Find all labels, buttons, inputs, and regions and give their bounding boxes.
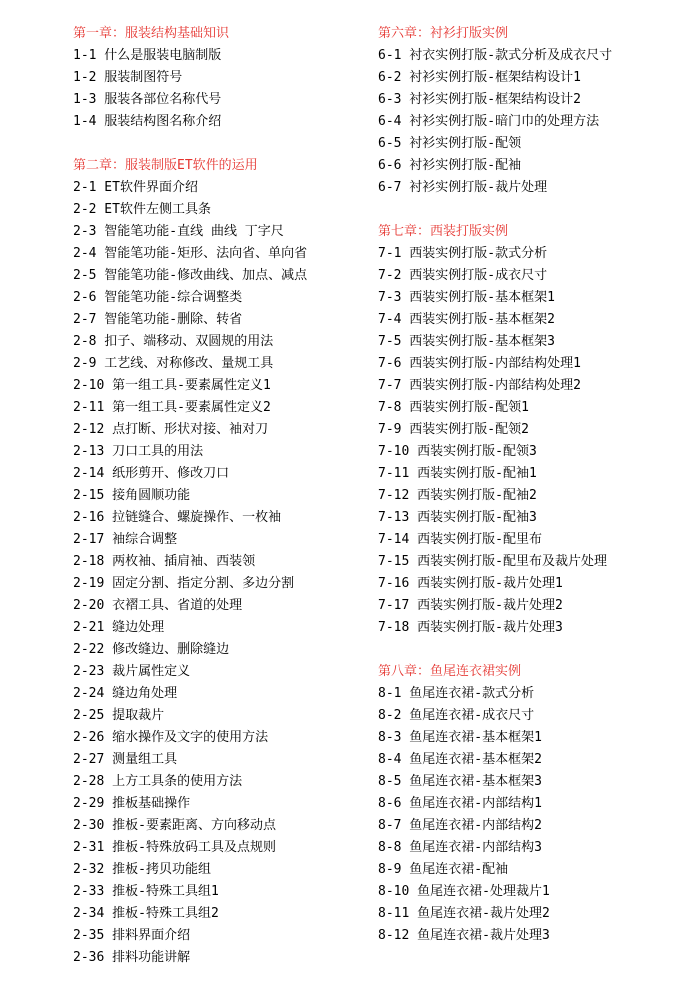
toc-entry: 2-18 两枚袖、插肩袖、西装领: [73, 554, 256, 569]
toc-entry: 2-31 推板-特殊放码工具及点规则: [73, 840, 276, 855]
toc-entry: 8-5 鱼尾连衣裙-基本框架3: [378, 774, 542, 789]
toc-entry: 1-2 服装制图符号: [73, 70, 183, 85]
toc-entry: 8-6 鱼尾连衣裙-内部结构1: [378, 796, 542, 811]
toc-entry: 7-15 西装实例打版-配里布及裁片处理: [378, 554, 607, 569]
toc-entry: 2-33 推板-特殊工具组1: [73, 884, 219, 899]
toc-entry: 2-12 点打断、形状对接、袖对刀: [73, 422, 269, 437]
toc-entry: 2-22 修改缝边、删除缝边: [73, 642, 230, 657]
chapter-title: 第一章：服装结构基础知识: [73, 26, 230, 41]
toc-entry: 7-4 西装实例打版-基本框架2: [378, 312, 555, 327]
right-column: [378, 23, 678, 969]
toc-entry: 8-10 鱼尾连衣裙-处理裁片1: [378, 884, 550, 899]
toc-entry: 8-1 鱼尾连衣裙-款式分析: [378, 686, 535, 701]
toc-entry: 2-8 扣子、端移动、双圆规的用法: [73, 334, 274, 349]
toc-entry: 7-13 西装实例打版-配袖3: [378, 510, 537, 525]
toc-entry: 7-18 西装实例打版-裁片处理3: [378, 620, 563, 635]
chapter-section: [378, 661, 678, 947]
chapter-title: 第七章：西装打版实例: [378, 224, 509, 239]
toc-entry: 6-4 衬衫实例打版-暗门巾的处理方法: [378, 114, 600, 129]
toc-entry: 2-30 推板-要素距离、方向移动点: [73, 818, 276, 833]
toc-entry: 7-7 西装实例打版-内部结构处理2: [378, 378, 581, 393]
chapter-section: [73, 23, 373, 133]
toc-entry: 2-19 固定分割、指定分割、多边分割: [73, 576, 295, 591]
toc-entry: 1-3 服装各部位名称代号: [73, 92, 222, 107]
toc-entry: 6-1 衬衣实例打版-款式分析及成衣尺寸: [378, 48, 613, 63]
toc-entry: 1-4 服装结构图名称介绍: [73, 114, 222, 129]
chapter-section: [378, 23, 678, 199]
toc-entry: 2-13 刀口工具的用法: [73, 444, 204, 459]
toc-entry: 8-11 鱼尾连衣裙-裁片处理2: [378, 906, 550, 921]
toc-entry: 2-2 ET软件左侧工具条: [73, 202, 211, 217]
toc-entry: 2-16 拉链缝合、螺旋操作、一枚袖: [73, 510, 282, 525]
chapter-title: 第六章：衬衫打版实例: [378, 26, 509, 41]
toc-entry: 2-7 智能笔功能-删除、转省: [73, 312, 243, 327]
toc-entry: 8-4 鱼尾连衣裙-基本框架2: [378, 752, 542, 767]
chapter-title: 第八章：鱼尾连衣裙实例: [378, 664, 522, 679]
toc-entry: 6-6 衬衫实例打版-配袖: [378, 158, 522, 173]
toc-entry: 6-3 衬衫实例打版-框架结构设计2: [378, 92, 581, 107]
toc-entry: 2-6 智能笔功能-综合调整类: [73, 290, 243, 305]
toc-entry: 2-4 智能笔功能-矩形、法向省、单向省: [73, 246, 308, 261]
toc-entry: 2-17 袖综合调整: [73, 532, 178, 547]
toc-entry: 2-34 推板-特殊工具组2: [73, 906, 219, 921]
toc-entry: 2-23 裁片属性定义: [73, 664, 191, 679]
toc-entry: 7-8 西装实例打版-配领1: [378, 400, 529, 415]
chapter-section: [378, 221, 678, 639]
toc-entry: 6-5 衬衫实例打版-配领: [378, 136, 522, 151]
toc-entry: 8-3 鱼尾连衣裙-基本框架1: [378, 730, 542, 745]
chapter-title: 第二章：服装制版ET软件的运用: [73, 158, 258, 173]
toc-entry: 7-11 西装实例打版-配袖1: [378, 466, 537, 481]
toc-entry: 2-10 第一组工具-要素属性定义1: [73, 378, 271, 393]
toc-entry: 8-12 鱼尾连衣裙-裁片处理3: [378, 928, 550, 943]
toc-entry: 6-2 衬衫实例打版-框架结构设计1: [378, 70, 581, 85]
toc-entry: 7-14 西装实例打版-配里布: [378, 532, 542, 547]
toc-entry: 7-17 西装实例打版-裁片处理2: [378, 598, 563, 613]
toc-entry: 6-7 衬衫实例打版-裁片处理: [378, 180, 548, 195]
toc-entry: 2-1 ET软件界面介绍: [73, 180, 198, 195]
toc-entry: 7-2 西装实例打版-成衣尺寸: [378, 268, 548, 283]
toc-entry: 7-5 西装实例打版-基本框架3: [378, 334, 555, 349]
toc-entry: 7-12 西装实例打版-配袖2: [378, 488, 537, 503]
toc-entry: 8-8 鱼尾连衣裙-内部结构3: [378, 840, 542, 855]
toc-entry: 8-2 鱼尾连衣裙-成衣尺寸: [378, 708, 535, 723]
toc-entry: 2-29 推板基础操作: [73, 796, 191, 811]
toc-entry: 2-24 缝边角处理: [73, 686, 178, 701]
toc-entry: 2-21 缝边处理: [73, 620, 165, 635]
toc-entry: 7-16 西装实例打版-裁片处理1: [378, 576, 563, 591]
toc-entry: 7-9 西装实例打版-配领2: [378, 422, 529, 437]
toc-entry: 2-32 推板-拷贝功能组: [73, 862, 211, 877]
toc-entry: 2-26 缩水操作及文字的使用方法: [73, 730, 269, 745]
toc-entry: 7-3 西装实例打版-基本框架1: [378, 290, 555, 305]
toc-entry: 2-20 衣褶工具、省道的处理: [73, 598, 243, 613]
toc-entry: 7-10 西装实例打版-配领3: [378, 444, 537, 459]
toc-entry: 2-35 排料界面介绍: [73, 928, 191, 943]
toc-entry: 2-25 提取裁片: [73, 708, 165, 723]
toc-entry: 2-14 纸形剪开、修改刀口: [73, 466, 230, 481]
toc-entry: 2-36 排料功能讲解: [73, 950, 191, 965]
left-column: [73, 23, 373, 991]
toc-entry: 2-3 智能笔功能-直线 曲线 丁字尺: [73, 224, 284, 239]
toc-entry: 2-5 智能笔功能-修改曲线、加点、减点: [73, 268, 308, 283]
chapter-section: [73, 155, 373, 969]
toc-entry: 7-1 西装实例打版-款式分析: [378, 246, 548, 261]
toc-entry: 2-28 上方工具条的使用方法: [73, 774, 243, 789]
toc-entry: 8-9 鱼尾连衣裙-配袖: [378, 862, 509, 877]
toc-entry: 1-1 什么是服装电脑制版: [73, 48, 222, 63]
toc-entry: 2-27 测量组工具: [73, 752, 178, 767]
toc-entry: 7-6 西装实例打版-内部结构处理1: [378, 356, 581, 371]
toc-entry: 2-9 工艺线、对称修改、量规工具: [73, 356, 274, 371]
toc-entry: 2-11 第一组工具-要素属性定义2: [73, 400, 271, 415]
toc-entry: 8-7 鱼尾连衣裙-内部结构2: [378, 818, 542, 833]
toc-entry: 2-15 接角圆顺功能: [73, 488, 191, 503]
